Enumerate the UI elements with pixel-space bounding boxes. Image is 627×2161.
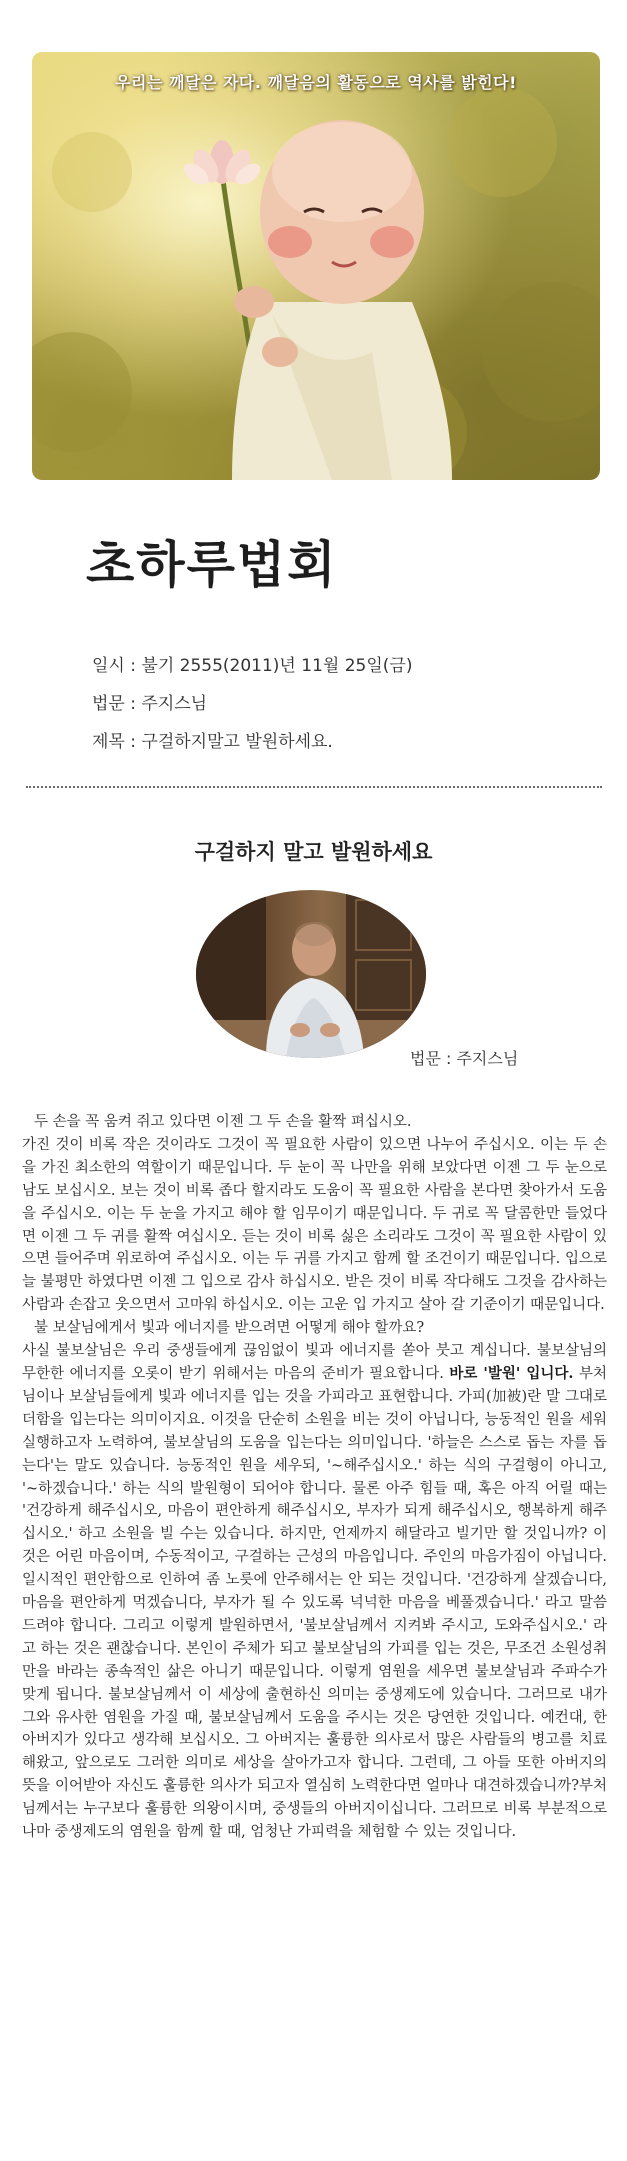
monk-portrait-photo [196,890,426,1058]
meta-speaker [92,689,207,714]
meta-date-value: 불기 2555(2011)년 11월 25일(금) [141,656,413,676]
lotus-flower [180,140,264,189]
sermon-paragraph: 가진 것이 비록 작은 것이라도 그것이 꼭 필요한 사람이 있으면 나누어 주십시오. 이는 두 손을 가진 최소한의 역할이기 때문입니다. 두 눈이 꼭 나만을 위해 보았다면 이젠 그 두 눈으로 남도 보십시오. 보는 것이 비록 좁다 할지라도 도움이 꼭 필요한 사람을 본다면 찾아가서 도움을 주십시오. 이는 두 눈을 가지고 해야 할 임무이기 때문입니다. 두 귀로 꼭 달콤한만 들었다면 이젠 그 두 귀를 활짝 여십시오. 듣는 것이 비록 싫은 소리라도 그것이 꼭 필요한 사람이 있으면 들어주며 위로하여 주십시오. 이는 두 귀를 가지고 함께 할 조건이기 때문입니다. 입으로 늘 불평만 하였다면 이젠 그 입으로 감사 하십시오. 받은 것이 비록 작다해도 그것을 감사하는 사람과 손잡고 웃으면서 고마워 하십시오. 이는 고운 입 가지고 살아 갈 기준이기 때문입니다. [22,1136,607,1314]
sermon-paragraph: 두 손을 꼭 움켜 쥐고 있다면 이젠 그 두 손을 활짝 펴십시오. [34,1114,412,1130]
page-title: 초하루법회 [86,536,338,594]
speaker-caption: 법문 : 주지스님 [410,1049,519,1068]
meta-subject [92,727,333,752]
sermon-heading: 구걸하지 말고 발원하세요 [194,839,433,864]
meta-date [92,651,412,676]
hero-illustration [32,52,600,480]
child-monk-lotus-illustration [32,52,600,480]
sermon-text: 부처님이나 보살님들에게 빛과 에너지를 입는 것을 가피라고 표현합니다. 가피(加被)란 말 그대로 더함을 입는다는 의미이지요. 이것을 단순히 소원을 비는 것이 아닙니다, 능동적인 원을 세워 실행하고자 노력하여, 불보살님의 도움을 입는다는 의미입니다. '하늘은 스스로 돕는 자를 돕는다'는 말도 있습니다. 능동적인 원을 세우되, '~해주십시오.' 하는 식의 구걸형이 아니고, '~하겠습니다.' 하는 식의 발원형이 되어야 합니다. 물론 아주 힘들 때, 혹은 아직 어릴 때는 '건강하게 해주십시오, 마음이 편안하게 해주십시오, 부자가 되게 해주십시오, 행복하게 해주십시오.' 하고 소원을 빌 수는 있습니다. 하지만, 언제까지 해달라고 빌기만 할 것입니까? 이것은 어린 마음이며, 수동적이고, 구걸하는 근성의 마음입니다. 주인의 마음가짐이 아닙니다. 일시적인 편안함으로 인하여 좀 노릇에 안주해서는 안 되는 것입니다. '건강하게 살겠습니다, 마음을 편안하게 먹겠습니다, 부자가 될 수 있도록 넉넉한 마음을 베풀겠습니다.' 라고 말씀 드려야 합니다. 그리고 이렇게 발원하면서, '불보살님께서 지켜봐 주시고, 도와주십시오.' 라고 하는 것은 괜찮습니다. 본인이 주체가 되고 불보살님의 가피를 입는 것은, 무조건 소원성취만을 바라는 종속적인 삶은 아니기 때문입니다. 이렇게 염원을 세우면 불보살님과 주파수가 맞게 됩니다. 불보살님께서 이 세상에 출현하신 의미는 중생제도에 있습니다. 그러므로 내가 그와 유사한 염원을 가질 때, 불보살님께서 도움을 주시는 것은 당연한 것입니다. 예컨대, 한 아버지가 있다고 생각해 보십시오. 그 아버지는 훌륭한 의사로서 많은 사람들의 병고를 치료해왔고, 앞으로도 그러한 의미로 세상을 살아가고자 합니다. 그런데, 그 아들 또한 아버지의 뜻을 이어받아 자신도 훌륭한 의사가 되고자 열심히 노력한다면 얼마나 대견하겠습니까?부처님께서는 누구보다 훌륭한 의왕이시며, 중생들의 아버지이십니다. 그러므로 비록 부분적으로나마 중생제도의 염원을 함께 할 때, 엄청난 가피력을 체험할 수 있는 것입니다. [22,1365,608,1841]
meta-speaker-value: 주지스님 [141,694,208,714]
sermon-body [22,1111,607,1844]
meta-subject-label: 제목 : [92,732,142,752]
sermon-paragraph [22,1340,607,1844]
meta-date-label: 일시 : [92,656,142,676]
section-divider [26,786,602,788]
sermon-emphasis: 바로 '발원' 입니다. [449,1364,574,1382]
sermon-text: 사실 불보살님은 우리 중생들에게 끊임없이 빛과 에너지를 쏟아 붓고 계십니다. 불보살님의 무한한 에너지를 오롯이 받기 위해서는 마음의 준비가 필요합니다. [22,1343,607,1382]
hero-banner-text: 우리는 깨달은 자다. 깨달음의 활동으로 역사를 밝힌다! [115,73,517,92]
speaker-portrait [196,890,426,1058]
sermon-paragraph: 불 보살님에게서 빛과 에너지를 받으려면 어떻게 해야 할까요? [34,1320,425,1337]
meta-subject-value: 구걸하지말고 발원하세요. [141,732,333,752]
meta-speaker-label: 법문 : [92,694,142,714]
